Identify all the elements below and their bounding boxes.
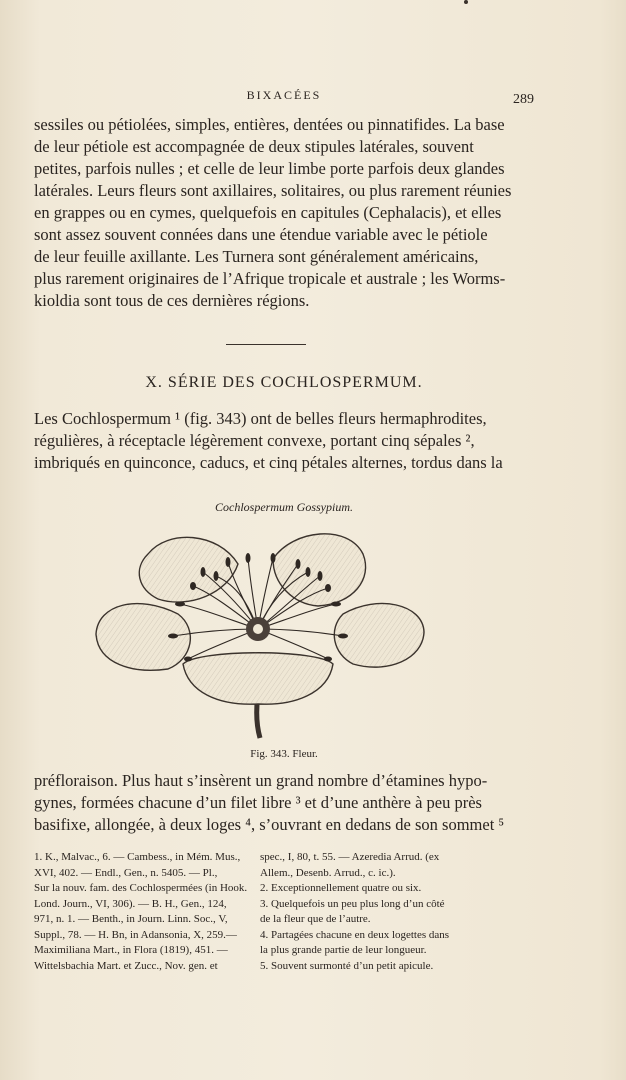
text-line: sont assez souvent connées dans une étendue variable avec le pétiole: [34, 225, 488, 244]
text-line: en grappes ou en cymes, quelquefois en capitules (Cephalacis), et elles: [34, 203, 502, 222]
footnotes-right-column: [260, 850, 534, 974]
footnote-line: 971, n. 1. — Benth., in Journ. Linn. Soc., V,: [34, 913, 228, 925]
footnotes: [34, 850, 534, 980]
footnote-line: 2. Exceptionnellement quatre ou six.: [260, 882, 422, 894]
text-line: sessiles ou pétiolées, simples, entières, dentées ou pinnatifides. La base: [34, 115, 505, 134]
figure-title: Cochlospermum Gossypium.: [215, 500, 353, 514]
footnote-line: spec., I, 80, t. 55. — Azeredia Arrud. (ex: [260, 851, 440, 863]
flower-illustration: [88, 524, 432, 744]
footnote-line: la plus grande partie de leur longueur.: [260, 944, 427, 956]
footnote-line: XVI, 402. — Endl., Gen., n. 5405. — Pl.,: [34, 866, 218, 879]
paragraph-3: [34, 770, 534, 836]
section-title: X. SÉRIE DES COCHLOSPERMUM.: [145, 374, 423, 391]
text-line: de leur feuille axillante. Les Turnera sont généralement américains,: [34, 247, 479, 266]
text-line: préfloraison. Plus haut s’insèrent un grand nombre d’étamines hypo-: [34, 771, 488, 790]
footnote-line: 3. Quelquefois un peu plus long d’un côté: [260, 897, 445, 910]
section-divider: [226, 344, 306, 345]
paragraph-2: [34, 408, 534, 474]
text-line: plus rarement originaires de l’Afrique tropicale et australe ; les Worms-: [34, 269, 506, 288]
text-line: latérales. Leurs fleurs sont axillaires, solitaires, ou plus rarement réunies: [34, 181, 512, 200]
page-header: [34, 88, 534, 108]
footnote-line: Suppl., 78. — H. Bn, in Adansonia, X, 259.—: [34, 928, 237, 941]
footnote-line: Lond. Journ., VI, 306). — B. H., Gen., 124,: [34, 897, 227, 910]
running-head: BIXACÉES: [246, 88, 322, 102]
ink-dot: [464, 0, 468, 4]
text-line: gynes, formées chacune d’un filet libre ³ et d’une anthère à peu près: [34, 793, 482, 812]
footnote-line: Allem., Desenb. Arrud., c. ic.).: [260, 866, 396, 879]
text-line: imbriqués en quinconce, caducs, et cinq pétales alternes, tordus dans la: [34, 453, 503, 472]
footnote-line: 1. K., Malvac., 6. — Cambess., in Mém. Mus.,: [34, 851, 241, 863]
flower-engraving: [88, 524, 432, 744]
footnote-line: Wittelsbachia Mart. et Zucc., Nov. gen. et: [34, 959, 218, 972]
page-number: 289: [513, 92, 534, 107]
footnote-line: Sur la nouv. fam. des Cochlospermées (in Hook.: [34, 882, 248, 894]
footnote-line: de la fleur que de l’autre.: [260, 913, 371, 925]
figure-caption: Fig. 343. Fleur.: [250, 748, 318, 760]
text-line: petites, parfois nulles ; et celle de leur limbe porte parfois deux glandes: [34, 159, 505, 178]
text-line: kioldia sont tous de ces dernières régions.: [34, 291, 310, 310]
footnote-line: 5. Souvent surmonté d’un petit apicule.: [260, 959, 434, 972]
paragraph-1: [34, 114, 534, 312]
text-line: basifixe, allongée, à deux loges ⁴, s’ouvrant en dedans de son sommet ⁵: [34, 815, 505, 834]
text-line: régulières, à réceptacle légèrement convexe, portant cinq sépales ²,: [34, 431, 475, 450]
text-line: de leur pétiole est accompagnée de deux stipules latérales, souvent: [34, 137, 474, 156]
footnote-line: 4. Partagées chacune en deux logettes dans: [260, 928, 450, 941]
text-line: Les Cochlospermum ¹ (fig. 343) ont de belles fleurs hermaphrodites,: [34, 409, 487, 428]
footnote-line: Maximiliana Mart., in Flora (1819), 451. —: [34, 944, 228, 956]
footnotes-left-column: [34, 850, 274, 974]
